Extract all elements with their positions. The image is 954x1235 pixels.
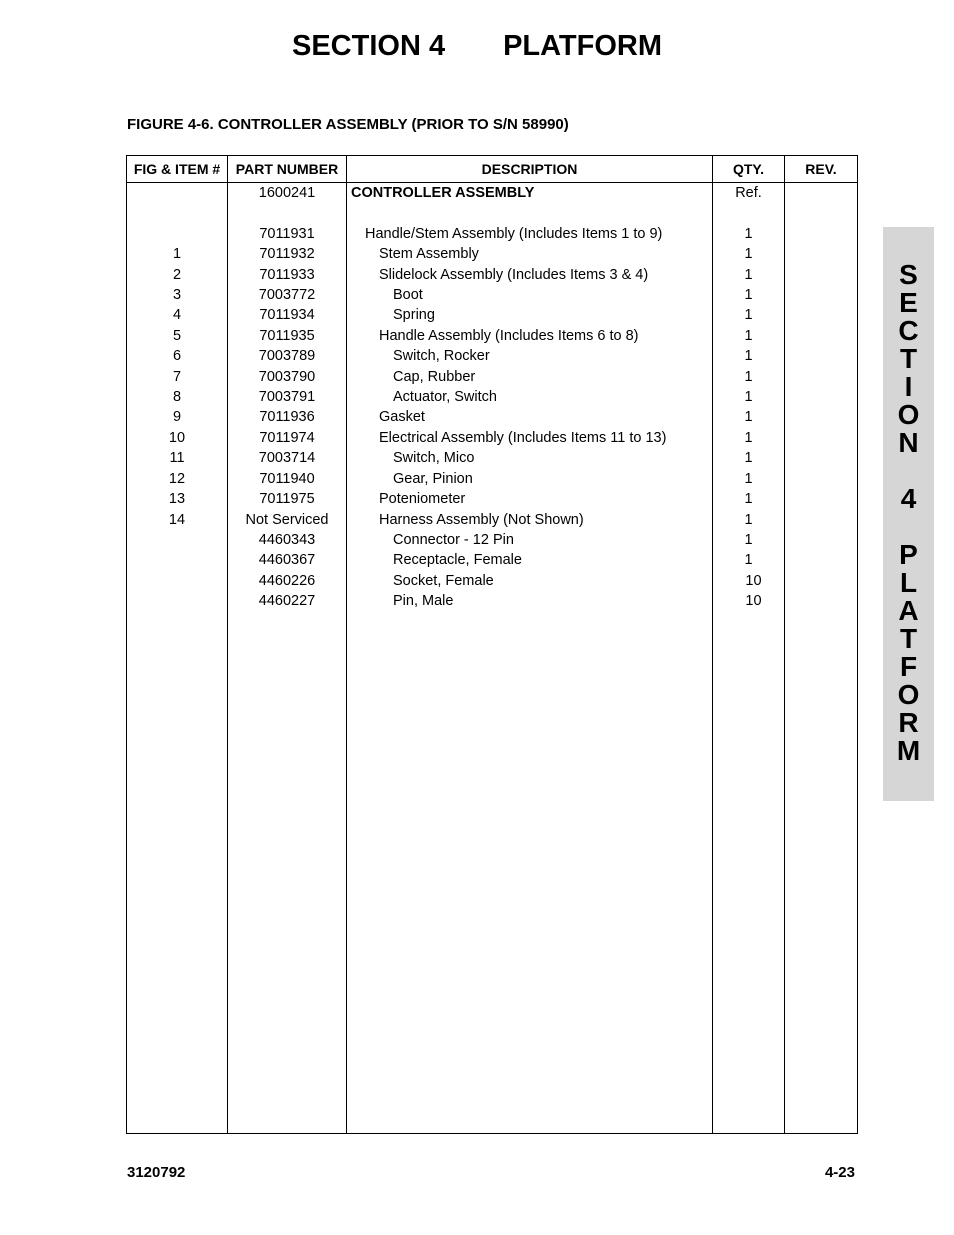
cell-item: 10	[127, 428, 228, 448]
cell-item: 3	[127, 285, 228, 305]
cell-description: Actuator, Switch	[347, 387, 713, 407]
cell-rev	[785, 510, 858, 530]
table-row	[127, 326, 858, 346]
cell-rev	[785, 224, 858, 244]
side-tab-letter: I	[904, 371, 913, 402]
cell-item: 11	[127, 448, 228, 468]
cell-qty: 10	[713, 591, 785, 611]
cell-description: Harness Assembly (Not Shown)	[347, 510, 713, 530]
col-header-part: PART NUMBER	[228, 156, 347, 183]
cell-qty: Ref.	[713, 183, 785, 204]
table-row	[127, 489, 858, 509]
table-header-row	[127, 156, 858, 183]
cell-rev	[785, 367, 858, 387]
cell-item	[127, 203, 228, 223]
side-tab-letter: P	[899, 539, 918, 570]
cell-rev	[785, 428, 858, 448]
cell-item: 13	[127, 489, 228, 509]
cell-part-number: 7003791	[228, 387, 347, 407]
table-row	[127, 571, 858, 591]
cell-part-number: 7011933	[228, 265, 347, 285]
cell-part-number: 7011934	[228, 305, 347, 325]
col-header-item: FIG & ITEM #	[127, 156, 228, 183]
doc-number: 3120792	[127, 1164, 186, 1181]
cell-item: 9	[127, 407, 228, 427]
cell-qty: 1	[713, 326, 785, 346]
side-tab-letter: M	[896, 735, 921, 766]
table-row	[127, 591, 858, 611]
table-row	[127, 346, 858, 366]
cell-rev	[785, 407, 858, 427]
table-row	[127, 530, 858, 550]
cell-qty	[713, 203, 785, 223]
cell-rev	[785, 387, 858, 407]
cell-qty: 1	[713, 244, 785, 264]
cell-part-number: 7011931	[228, 224, 347, 244]
table-body	[127, 183, 858, 1134]
table-row	[127, 387, 858, 407]
cell-qty: 1	[713, 367, 785, 387]
cell-description	[347, 203, 713, 223]
side-tab-text	[883, 261, 934, 765]
cell-item: 12	[127, 469, 228, 489]
cell-description: Handle/Stem Assembly (Includes Items 1 to 9)	[347, 224, 713, 244]
cell-part-number: 7003714	[228, 448, 347, 468]
table-row	[127, 407, 858, 427]
cell-qty: 1	[713, 428, 785, 448]
cell-description: Connector - 12 Pin	[347, 530, 713, 550]
empty-cell	[228, 612, 347, 1134]
cell-item	[127, 591, 228, 611]
table-row	[127, 305, 858, 325]
cell-item	[127, 530, 228, 550]
table-row	[127, 265, 858, 285]
cell-description: Gasket	[347, 407, 713, 427]
cell-qty: 1	[713, 489, 785, 509]
cell-item: 14	[127, 510, 228, 530]
cell-part-number: 1600241	[228, 183, 347, 204]
side-tab-letter: A	[898, 595, 919, 626]
table-row	[127, 469, 858, 489]
cell-qty: 1	[713, 550, 785, 570]
cell-item: 5	[127, 326, 228, 346]
cell-rev	[785, 326, 858, 346]
cell-description: Switch, Rocker	[347, 346, 713, 366]
cell-part-number: 7003790	[228, 367, 347, 387]
side-tab-letter: 4	[900, 483, 917, 514]
table-row	[127, 244, 858, 264]
table-row	[127, 367, 858, 387]
cell-qty: 1	[713, 407, 785, 427]
empty-cell	[347, 612, 713, 1134]
cell-item	[127, 550, 228, 570]
cell-rev	[785, 591, 858, 611]
empty-cell	[785, 612, 858, 1134]
cell-rev	[785, 265, 858, 285]
cell-description: Switch, Mico	[347, 448, 713, 468]
cell-rev	[785, 550, 858, 570]
cell-description: Gear, Pinion	[347, 469, 713, 489]
cell-part-number: Not Serviced	[228, 510, 347, 530]
side-tab-letter	[883, 513, 934, 541]
side-tab-letter: S	[899, 259, 918, 290]
cell-part-number: 7003789	[228, 346, 347, 366]
cell-part-number	[228, 203, 347, 223]
cell-rev	[785, 244, 858, 264]
side-tab-letter: T	[899, 343, 918, 374]
parts-table	[126, 155, 858, 1134]
table-row	[127, 510, 858, 530]
col-header-description: DESCRIPTION	[347, 156, 713, 183]
cell-qty: 1	[713, 469, 785, 489]
cell-part-number: 4460227	[228, 591, 347, 611]
cell-rev	[785, 571, 858, 591]
table-row	[127, 428, 858, 448]
cell-qty: 1	[713, 224, 785, 244]
cell-item: 7	[127, 367, 228, 387]
cell-item	[127, 224, 228, 244]
table-row	[127, 448, 858, 468]
side-tab-letter: F	[899, 651, 918, 682]
cell-item	[127, 183, 228, 204]
cell-qty: 1	[713, 285, 785, 305]
section-label: SECTION 4	[291, 30, 446, 62]
cell-part-number: 7011932	[228, 244, 347, 264]
cell-part-number: 7011974	[228, 428, 347, 448]
cell-description: Socket, Female	[347, 571, 713, 591]
cell-rev	[785, 203, 858, 223]
side-tab-letter: C	[898, 315, 919, 346]
page-number: 4-23	[824, 1164, 855, 1181]
empty-cell	[127, 612, 228, 1134]
cell-item: 1	[127, 244, 228, 264]
table-row	[127, 550, 858, 570]
side-tab-letter: R	[898, 707, 919, 738]
cell-qty: 1	[713, 346, 785, 366]
cell-rev	[785, 346, 858, 366]
cell-description: Poteniometer	[347, 489, 713, 509]
cell-item: 2	[127, 265, 228, 285]
cell-qty: 1	[713, 305, 785, 325]
cell-rev	[785, 469, 858, 489]
cell-rev	[785, 530, 858, 550]
side-tab-letter	[883, 457, 934, 485]
cell-rev	[785, 448, 858, 468]
table-row	[127, 203, 858, 223]
side-tab-letter: L	[899, 567, 918, 598]
col-header-rev: REV.	[785, 156, 858, 183]
cell-qty: 1	[713, 510, 785, 530]
cell-description: Handle Assembly (Includes Items 6 to 8)	[347, 326, 713, 346]
cell-description: Boot	[347, 285, 713, 305]
cell-qty: 1	[713, 265, 785, 285]
table-row	[127, 285, 858, 305]
side-tab-letter: T	[899, 623, 918, 654]
cell-part-number: 7011940	[228, 469, 347, 489]
cell-qty: 1	[713, 448, 785, 468]
section-side-tab	[883, 227, 934, 801]
cell-description: Cap, Rubber	[347, 367, 713, 387]
side-tab-letter: O	[897, 399, 920, 430]
figure-title: FIGURE 4-6. CONTROLLER ASSEMBLY (PRIOR TO S/N 58990)	[127, 116, 569, 133]
cell-description: Slidelock Assembly (Includes Items 3 & 4)	[347, 265, 713, 285]
cell-item	[127, 571, 228, 591]
cell-description: CONTROLLER ASSEMBLY	[347, 183, 713, 204]
cell-part-number: 7011935	[228, 326, 347, 346]
cell-rev	[785, 285, 858, 305]
section-title: PLATFORM	[503, 30, 663, 62]
side-tab-letter: O	[897, 679, 920, 710]
cell-part-number: 4460343	[228, 530, 347, 550]
side-tab-letter: E	[899, 287, 918, 318]
cell-part-number: 4460367	[228, 550, 347, 570]
empty-cell	[713, 612, 785, 1134]
page-header	[0, 30, 954, 63]
cell-qty: 10	[713, 571, 785, 591]
side-tab-letter: N	[898, 427, 919, 458]
cell-item: 4	[127, 305, 228, 325]
cell-rev	[785, 183, 858, 204]
table-row	[127, 224, 858, 244]
cell-qty: 1	[713, 387, 785, 407]
cell-part-number: 7011975	[228, 489, 347, 509]
cell-description: Spring	[347, 305, 713, 325]
cell-description: Receptacle, Female	[347, 550, 713, 570]
cell-rev	[785, 305, 858, 325]
table-row	[127, 183, 858, 204]
table-filler-row	[127, 612, 858, 1134]
cell-qty: 1	[713, 530, 785, 550]
cell-part-number: 7011936	[228, 407, 347, 427]
cell-part-number: 4460226	[228, 571, 347, 591]
cell-description: Stem Assembly	[347, 244, 713, 264]
cell-item: 8	[127, 387, 228, 407]
col-header-qty: QTY.	[713, 156, 785, 183]
cell-part-number: 7003772	[228, 285, 347, 305]
cell-description: Electrical Assembly (Includes Items 11 to 13)	[347, 428, 713, 448]
cell-description: Pin, Male	[347, 591, 713, 611]
cell-item: 6	[127, 346, 228, 366]
cell-rev	[785, 489, 858, 509]
